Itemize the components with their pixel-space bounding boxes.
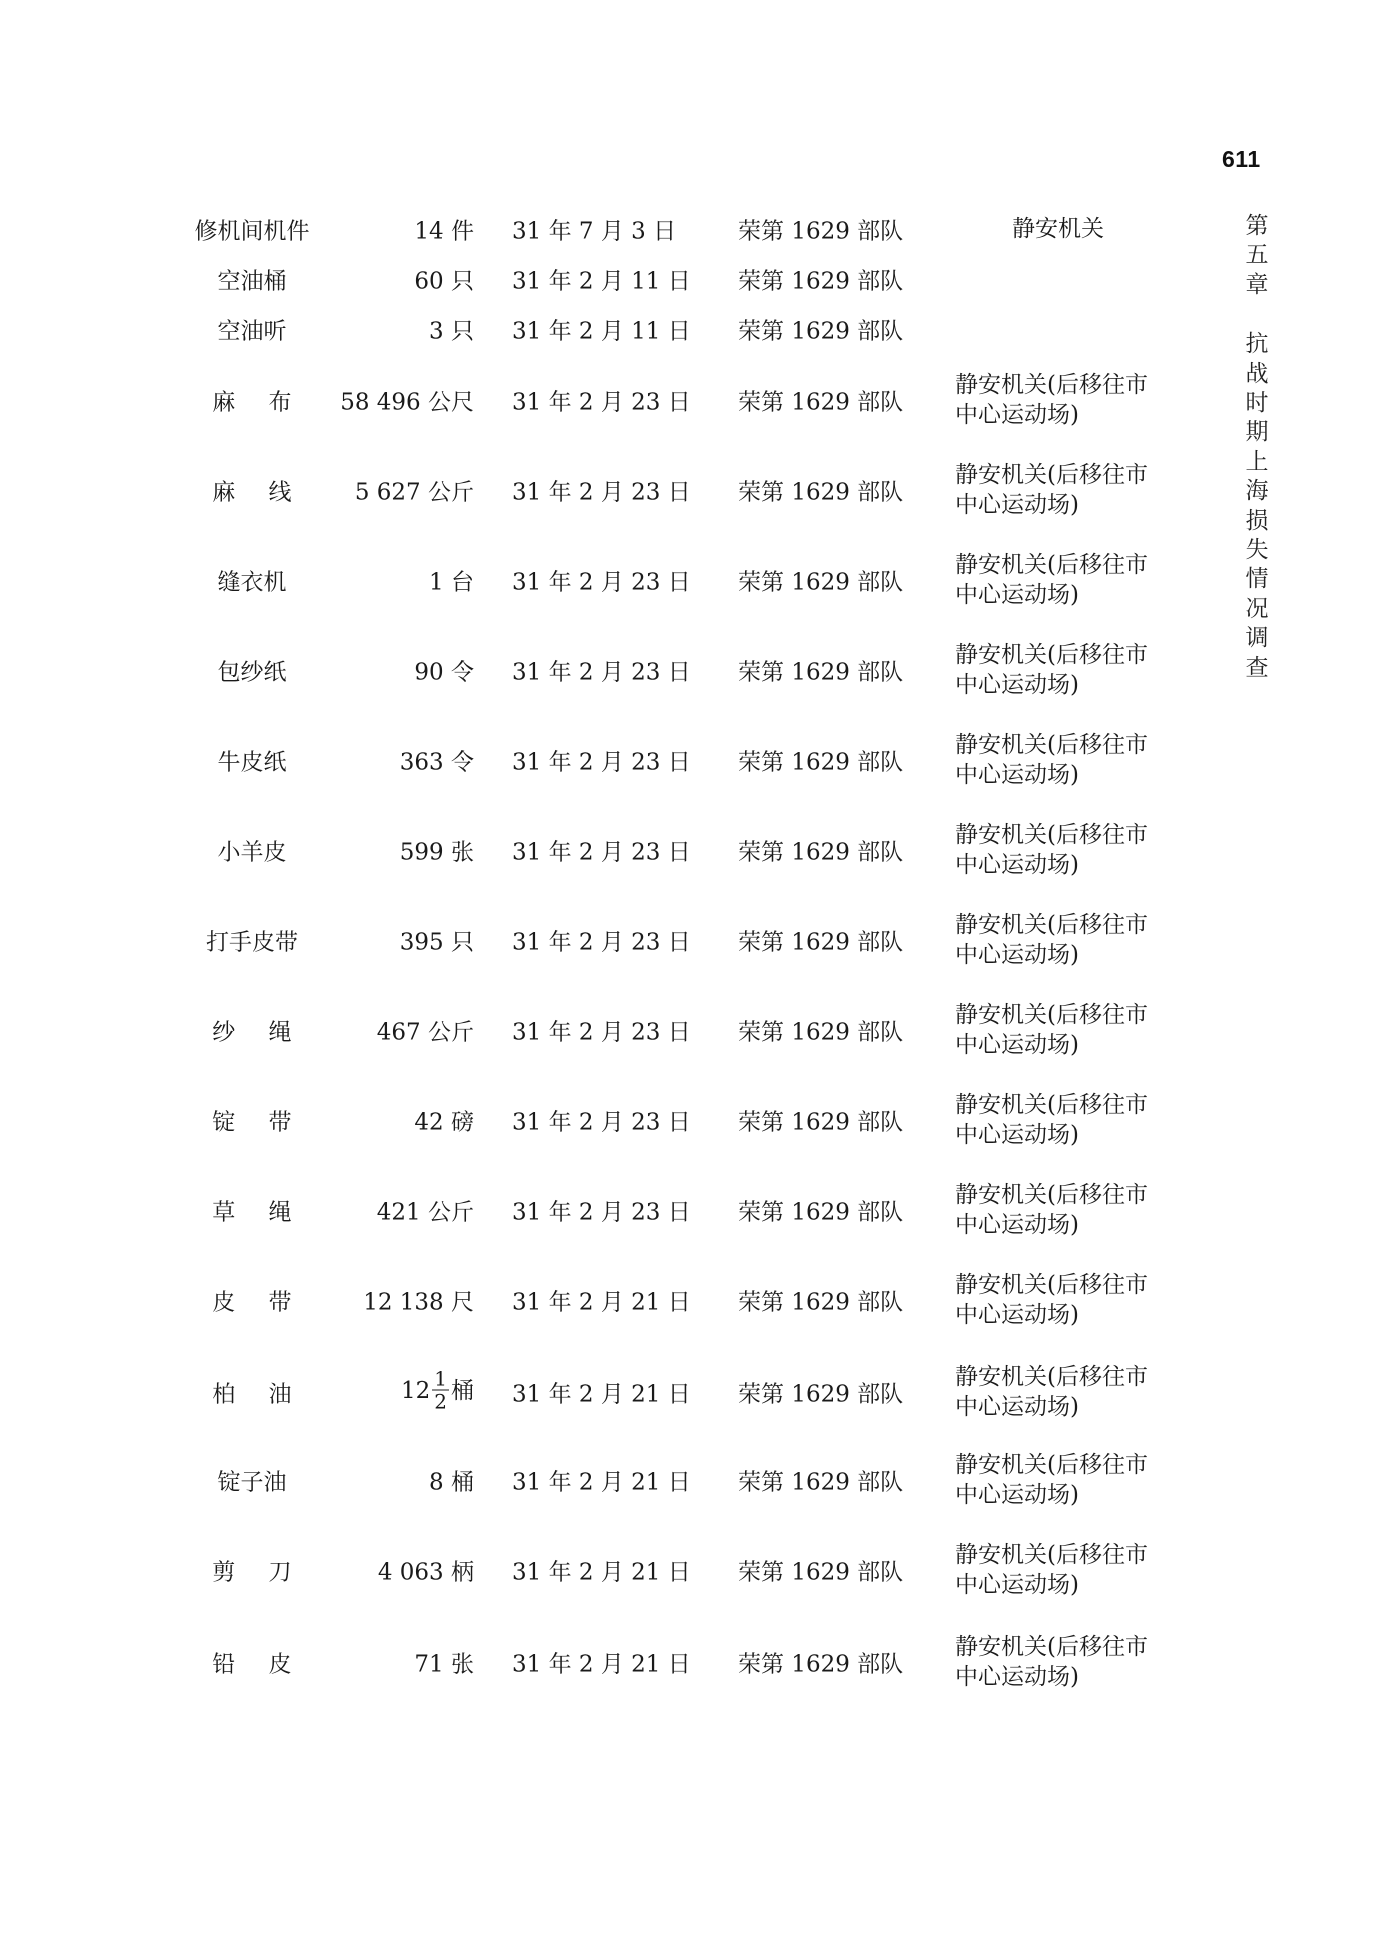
item-quantity (400, 1366, 474, 1415)
side-title-char: 况 (1245, 595, 1269, 622)
location-line-2: 中心运动场) (955, 1572, 1079, 1598)
loss-date: 31 年 2 月 23 日 (512, 569, 691, 596)
item-name: 铅皮 (212, 1651, 325, 1678)
loss-date: 31 年 2 月 21 日 (512, 1469, 691, 1496)
location-line-1: 静安机关(后移往市 (955, 1542, 1148, 1568)
item-quantity: 60 只 (414, 268, 474, 295)
location (955, 1540, 1185, 1600)
item-quantity: 58 496 公尺 (340, 389, 474, 416)
side-title-char: 情 (1245, 566, 1269, 593)
side-title-char: 战 (1245, 360, 1269, 387)
item-name: 空油听 (217, 318, 287, 345)
responsible-unit: 荣第 1629 部队 (738, 839, 904, 866)
responsible-unit: 荣第 1629 部队 (738, 1199, 904, 1226)
location-line-1: 静安机关(后移往市 (955, 642, 1148, 668)
item-name: 麻线 (212, 479, 325, 506)
fraction-numerator: 1 (434, 1366, 447, 1391)
location-line-2: 中心运动场) (955, 1122, 1079, 1148)
side-title-char: 查 (1245, 654, 1269, 681)
location-line-2: 中心运动场) (955, 852, 1079, 878)
item-quantity: 395 只 (399, 929, 474, 956)
location (1012, 214, 1242, 244)
location-line-1: 静安机关(后移往市 (955, 912, 1148, 938)
item-quantity: 467 公斤 (376, 1019, 474, 1046)
location-line-1: 静安机关(后移往市 (955, 1182, 1148, 1208)
location (955, 1450, 1185, 1510)
item-name: 麻布 (212, 389, 325, 416)
item-name: 锭带 (212, 1109, 325, 1136)
loss-date: 31 年 2 月 21 日 (512, 1559, 691, 1586)
side-title-gap (1240, 300, 1274, 330)
side-title-char: 第 (1245, 213, 1269, 239)
item-name: 柏油 (212, 1381, 325, 1408)
responsible-unit: 荣第 1629 部队 (738, 929, 904, 956)
responsible-unit: 荣第 1629 部队 (738, 569, 904, 596)
quantity-fraction (432, 1368, 449, 1413)
location-line-2: 中心运动场) (955, 402, 1079, 428)
responsible-unit: 荣第 1629 部队 (738, 659, 904, 686)
responsible-unit: 荣第 1629 部队 (738, 1651, 904, 1678)
item-quantity: 5 627 公斤 (354, 479, 474, 506)
location-line-2: 中心运动场) (955, 582, 1079, 608)
quantity-unit: 桶 (451, 1378, 474, 1404)
side-title-char: 调 (1245, 625, 1269, 652)
location-line-2: 中心运动场) (955, 1482, 1079, 1508)
responsible-unit: 荣第 1629 部队 (738, 1559, 904, 1586)
item-name: 空油桶 (217, 268, 287, 295)
location-line-2: 中心运动场) (955, 1664, 1079, 1690)
item-quantity: 421 公斤 (376, 1199, 474, 1226)
item-quantity: 3 只 (429, 318, 474, 345)
item-name: 纱绳 (212, 1019, 325, 1046)
item-name: 小羊皮 (217, 839, 287, 866)
loss-date: 31 年 2 月 21 日 (512, 1289, 691, 1316)
responsible-unit: 荣第 1629 部队 (738, 389, 904, 416)
item-name: 皮带 (212, 1289, 325, 1316)
responsible-unit: 荣第 1629 部队 (738, 1289, 904, 1316)
location-line-2: 中心运动场) (955, 762, 1079, 788)
item-quantity: 4 063 柄 (377, 1559, 474, 1586)
location (955, 1270, 1185, 1330)
item-name: 锭子油 (217, 1469, 287, 1496)
item-quantity: 12 138 尺 (363, 1289, 474, 1316)
location (955, 1632, 1185, 1692)
location-line-2: 中心运动场) (955, 942, 1079, 968)
location (955, 460, 1185, 520)
loss-date: 31 年 2 月 23 日 (512, 1199, 691, 1226)
location-line-1: 静安机关(后移往市 (955, 1092, 1148, 1118)
item-quantity: 8 桶 (429, 1469, 474, 1496)
location (955, 1000, 1185, 1060)
loss-date: 31 年 2 月 23 日 (512, 479, 691, 506)
loss-date: 31 年 2 月 23 日 (512, 389, 691, 416)
location-line-1: 静安机关(后移往市 (955, 1002, 1148, 1028)
item-quantity: 14 件 (414, 218, 474, 245)
location-line-2: 中心运动场) (955, 672, 1079, 698)
location (955, 1180, 1185, 1240)
loss-date: 31 年 2 月 21 日 (512, 1651, 691, 1678)
location-line-1: 静安机关(后移往市 (955, 732, 1148, 758)
location (955, 1090, 1185, 1150)
item-name: 牛皮纸 (217, 749, 287, 776)
location-line-2: 中心运动场) (955, 1302, 1079, 1328)
item-name: 剪刀 (212, 1559, 325, 1586)
location (955, 550, 1185, 610)
responsible-unit: 荣第 1629 部队 (738, 1019, 904, 1046)
item-quantity: 599 张 (399, 839, 474, 866)
loss-date: 31 年 7 月 3 日 (512, 218, 677, 245)
side-title-char: 时 (1245, 390, 1269, 417)
side-title-char: 抗 (1245, 331, 1269, 358)
side-title-char: 海 (1245, 478, 1269, 505)
location-line-1: 静安机关(后移往市 (955, 372, 1148, 398)
item-name: 草绳 (212, 1199, 325, 1226)
item-name: 缝衣机 (217, 569, 287, 596)
loss-date: 31 年 2 月 23 日 (512, 929, 691, 956)
responsible-unit: 荣第 1629 部队 (738, 1469, 904, 1496)
side-title-char: 章 (1245, 271, 1269, 298)
responsible-unit: 荣第 1629 部队 (738, 749, 904, 776)
location-line-1: 静安机关(后移往市 (955, 1634, 1148, 1660)
location (955, 370, 1185, 430)
location-line-1: 静安机关(后移往市 (955, 1272, 1148, 1298)
loss-date: 31 年 2 月 23 日 (512, 749, 691, 776)
item-name: 打手皮带 (206, 929, 298, 956)
chapter-side-title (1240, 212, 1274, 683)
location (955, 730, 1185, 790)
quantity-whole: 12 (400, 1378, 431, 1404)
item-name: 修机间机件 (194, 218, 310, 245)
location (955, 910, 1185, 970)
location-line-2: 中心运动场) (955, 492, 1079, 518)
responsible-unit: 荣第 1629 部队 (738, 318, 904, 345)
loss-date: 31 年 2 月 23 日 (512, 1019, 691, 1046)
location-line-1: 静安机关(后移往市 (955, 552, 1148, 578)
side-title-char: 损 (1245, 507, 1269, 534)
loss-date: 31 年 2 月 21 日 (512, 1381, 691, 1408)
item-name: 包纱纸 (217, 659, 287, 686)
side-title-char: 失 (1245, 537, 1269, 564)
side-title-char: 上 (1245, 448, 1269, 475)
loss-date: 31 年 2 月 11 日 (512, 268, 691, 295)
loss-date: 31 年 2 月 23 日 (512, 1109, 691, 1136)
loss-date: 31 年 2 月 11 日 (512, 318, 691, 345)
location-line-1: 静安机关(后移往市 (955, 1452, 1148, 1478)
responsible-unit: 荣第 1629 部队 (738, 1381, 904, 1408)
side-title-char: 五 (1245, 242, 1269, 269)
location (955, 1362, 1185, 1422)
location-line-1: 静安机关(后移往市 (955, 462, 1148, 488)
item-quantity: 90 令 (414, 659, 474, 686)
location-line-2: 中心运动场) (955, 1394, 1079, 1420)
location-line-1: 静安机关(后移往市 (955, 822, 1148, 848)
location (955, 820, 1185, 880)
location-line-2: 中心运动场) (955, 1032, 1079, 1058)
loss-date: 31 年 2 月 23 日 (512, 659, 691, 686)
item-quantity: 1 台 (429, 569, 474, 596)
location-line-1: 静安机关(后移往市 (955, 1364, 1148, 1390)
page-number: 611 (1222, 146, 1261, 172)
location (955, 640, 1185, 700)
item-quantity: 71 张 (414, 1651, 474, 1678)
responsible-unit: 荣第 1629 部队 (738, 218, 904, 245)
loss-date: 31 年 2 月 23 日 (512, 839, 691, 866)
responsible-unit: 荣第 1629 部队 (738, 479, 904, 506)
location-line-2: 中心运动场) (955, 1212, 1079, 1238)
responsible-unit: 荣第 1629 部队 (738, 1109, 904, 1136)
side-title-char: 期 (1245, 419, 1269, 446)
item-quantity: 363 令 (399, 749, 474, 776)
responsible-unit: 荣第 1629 部队 (738, 268, 904, 295)
fraction-denominator: 2 (434, 1389, 447, 1414)
item-quantity: 42 磅 (414, 1109, 474, 1136)
location-line-1: 静安机关 (1012, 216, 1104, 242)
